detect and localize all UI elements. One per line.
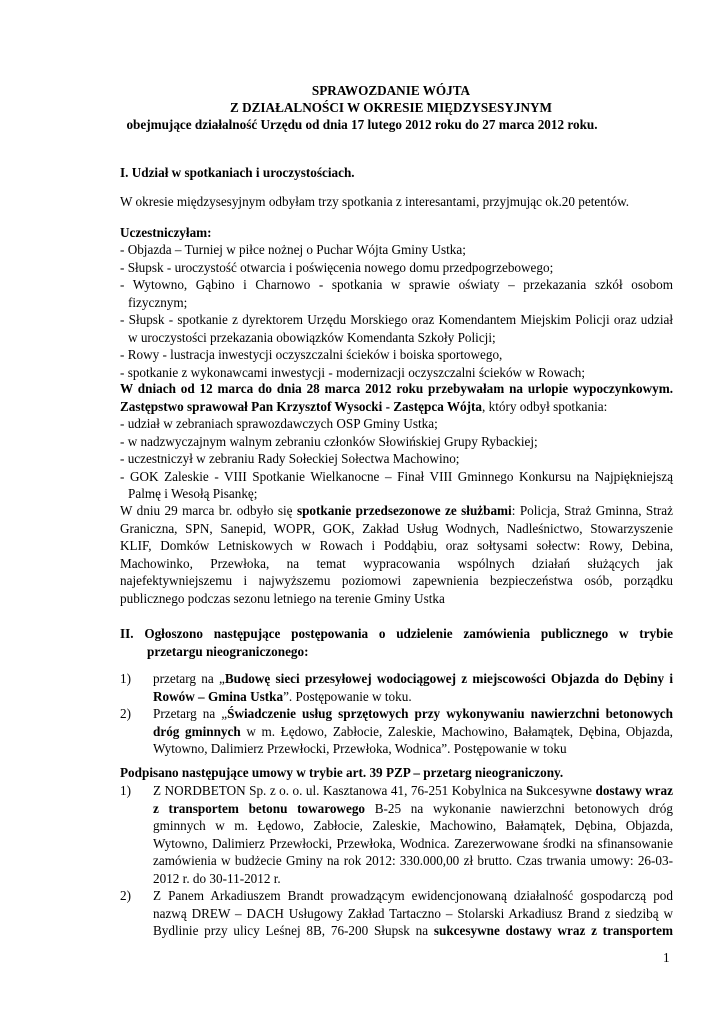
tender-item-line: Przetarg na „Świadczenie usług sprzętowych przy wykonywaniu nawierzchni betonowych (153, 706, 673, 721)
attended-item-line: - Rowy - lustracja inwestycji oczyszczalni ścieków i boiska sportowego, (120, 347, 503, 362)
attended-list (120, 241, 673, 381)
contract-item-line: Bydlinie przy ulicy Leśnej 8B, 76-200 Słupsk na sukcesywne dostawy wraz z transportem (153, 923, 673, 938)
tender-item-line: Rowów – Gmina Ustka”. Postępowanie w toku. (153, 688, 412, 704)
deputy-list (120, 415, 673, 503)
contract-item-line: Wytowno, Dalimierz Przewłocki, Przewłoka, Wodnica. Zarezerwowane środki na sfinansowanie (153, 835, 673, 851)
contracts-heading: Podpisano następujące umowy w trybie art. 39 PZP – przetarg nieograniczony. (120, 765, 564, 780)
tender-item-number: 1) (120, 671, 131, 686)
section-2-heading (120, 625, 673, 660)
deputy-item-line: - w nadzwyczajnym walnym zebraniu członków Słowińskiej Grupy Rybackiej; (120, 433, 538, 449)
section-2-heading-line-1: II. Ogłoszono następujące postępowania o udzielenie zamówienia publicznego w trybie (120, 626, 673, 641)
vacation-paragraph (120, 380, 673, 415)
contract-item (120, 887, 673, 940)
attended-item-line: fizycznym; (128, 294, 188, 310)
deputy-name: Zastępstwo sprawował Pan Krzysztof Wysocki - Zastępca Wójta (120, 398, 483, 414)
meeting-line: publicznego podczas sezonu letniego na terenie Gminy Ustka (120, 590, 445, 606)
tender-item (120, 705, 673, 758)
contract-item-number: 2) (120, 888, 131, 903)
section-1-intro: W okresie międzysesyjnym odbyłam trzy spotkania z interesantami, przyjmując ok.20 petentów. (120, 194, 630, 209)
meeting-title: spotkanie przedsezonowe ze służbami (296, 503, 512, 518)
page-number: 1 (663, 950, 670, 965)
section-1-heading: I. Udział w spotkaniach i uroczystościach. (120, 165, 355, 180)
deputy-item-line: - udział w zebraniach sprawozdawczych OSP Gminy Ustka; (120, 416, 438, 431)
tender-item-line: Wytowno, Dalimierz Przewłocki, Przewłoka, Wodnica”. Postępowanie w toku (153, 741, 567, 756)
meeting-line: KLIF, Domków Letniskowych w Rowach i Poddąbiu, oraz sołtysami sołectw: Rowy, Debina, (120, 538, 673, 553)
deputy-item-line: - uczestniczył w zebraniu Rady Sołeckiej Sołectwa Machowino; (120, 451, 460, 466)
contract-item-line: zamówienia w budżecie Gminy na rok 2012: 330.000,00 zł brutto. Czas trwania umowy: 26-03- (153, 853, 673, 868)
attended-item-line: - spotkanie z wykonawcami inwestycji - modernizacji oczyszczalni ścieków w Rowach; (120, 364, 586, 380)
tenders-list (120, 670, 673, 758)
report-title: SPRAWOZDANIE WÓJTA (311, 83, 471, 98)
deputy-item-line: - GOK Zaleskie - VIII Spotkanie Wielkanocne – Finał VIII Gminnego Konkursu na Najpiękniejszą (120, 468, 673, 484)
meeting-line (120, 502, 673, 520)
attended-item-line: - Słupsk - spotkanie z dyrektorem Urzędu Morskiego oraz Komendantem Miejskim Policji oraz udział (120, 312, 673, 327)
contracts-list (120, 782, 673, 940)
contract-item-line: Z Panem Arkadiuszem Brandt prowadzącym ewidencjonowaną działalność gospodarczą pod (153, 888, 673, 903)
tender-item-line: dróg gminnych w m. Łędowo, Zabłocie, Zaleskie, Machowino, Bałamątek, Dębina, Objazda, (153, 723, 673, 739)
attended-item-line: w uroczystości przekazania obowiązków Komendanta Szkoły Policji; (128, 329, 496, 345)
attended-item-line: - Objazda – Turniej w piłce nożnej o Puchar Wójta Gminy Ustka; (120, 242, 466, 257)
contract-item-line: 2012 r. do 30-11-2012 r. (153, 870, 281, 886)
tender-item (120, 670, 673, 705)
report-subtitle: Z DZIAŁALNOŚCI W OKRESIE MIĘDZYSESYJNYM (230, 100, 552, 115)
meeting-paragraph (120, 502, 673, 607)
deputy-rest: , który odbył spotkania: (482, 398, 608, 414)
section-2-heading-line-2: przetargu nieograniczonego: (147, 643, 309, 659)
attended-item-line: - Wytowno, Gąbino i Charnowo - spotkania w sprawie oświaty – przekazania szkół osobom (120, 277, 673, 292)
attended-label: Uczestniczyłam: (120, 225, 212, 240)
contract-item-line: z transportem betonu towarowego B-25 na wykonanie nawierzchni betonowych dróg (153, 800, 673, 816)
attended-item-line: - Słupsk - uroczystość otwarcia i poświęcenia nowego domu przedpogrzebowego; (120, 259, 554, 275)
contract-item (120, 782, 673, 887)
meeting-intro: W dniu 29 marca br. odbyło się (120, 503, 297, 518)
meeting-text: : Policja, Straż Gminna, Straż (511, 503, 674, 518)
contract-item-line: nazwą DREW – DACH Usługowy Zakład Tartaczno – Stolarski Arkadiusz Brand z siedzibą w (153, 905, 673, 921)
vacation-line-1: W dniach od 12 marca do dnia 28 marca 2012 roku przebywałam na urlopie wypoczynkowym. (120, 381, 673, 396)
contract-item-line: Z NORDBETON Sp. z o. o. ul. Kasztanowa 41, 76-251 Kobylnica na Sukcesywne dostawy wraz (153, 783, 673, 798)
contract-item-line: gminnych w m. Łędowo, Zabłocie, Zaleskie, Machowino, Bałamątek, Dębina, Objazda, (153, 818, 673, 833)
tender-item-line: przetarg na „Budowę sieci przesyłowej wodociągowej z miejscowości Objazda do Dębiny i (153, 671, 673, 686)
deputy-item-line: Palmę i Wesołą Pisankę; (128, 486, 258, 501)
meeting-line: najefektywniejszemu i najwyższemu poziomowi zapewnienia bezpieczeństwa osób, porządku (120, 573, 673, 588)
contract-item-number: 1) (120, 783, 131, 798)
report-period: obejmujące działalność Urzędu od dnia 17 lutego 2012 roku do 27 marca 2012 roku. (126, 117, 598, 132)
meeting-line: Machowinko, Przewłoka, na temat wypracowania wspólnych działań służących jak (120, 555, 673, 571)
tender-item-number: 2) (120, 706, 131, 721)
meeting-line: Graniczna, SPN, Sanepid, WOPR, GOK, Zakład Usług Wodnych, Nadleśnictwo, Stowarzyszenie (120, 520, 673, 536)
